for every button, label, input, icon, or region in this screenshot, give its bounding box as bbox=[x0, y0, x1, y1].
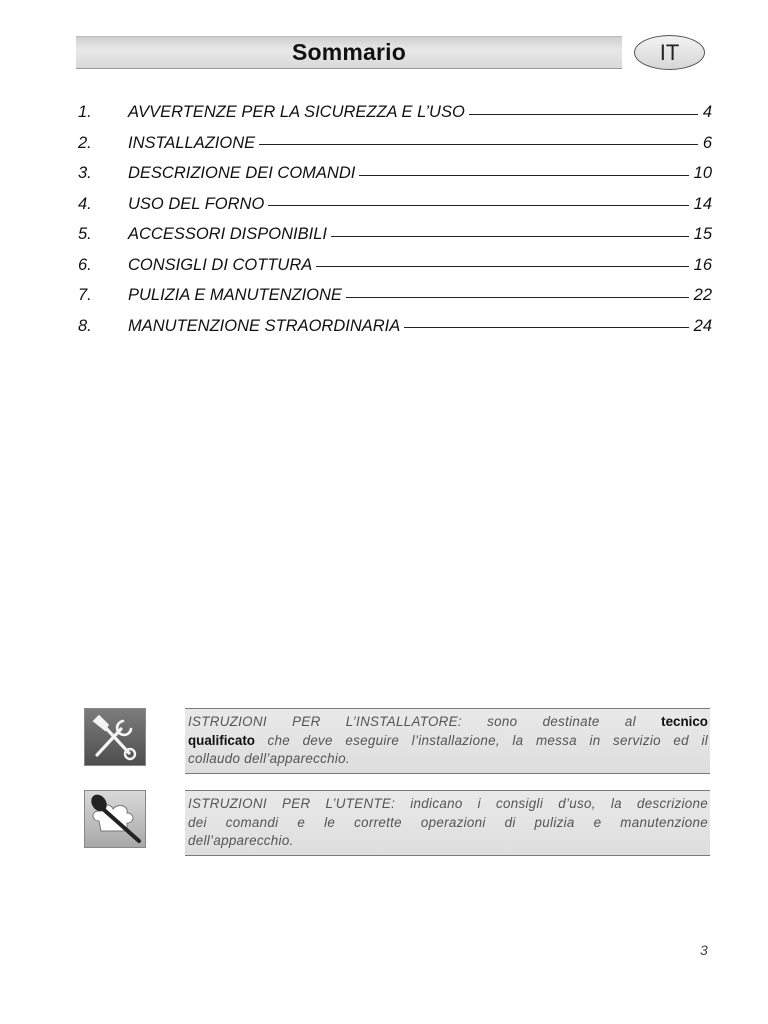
toc-entry[interactable] bbox=[78, 97, 712, 128]
chef-hat-spoon-icon bbox=[84, 790, 146, 848]
toc-entry-page: 16 bbox=[693, 255, 712, 274]
toc-entry-body bbox=[128, 158, 712, 189]
page-number: 3 bbox=[700, 942, 708, 958]
toc-leader-line bbox=[404, 327, 688, 328]
toc-leader-line bbox=[469, 114, 698, 115]
toc-entry[interactable] bbox=[78, 189, 712, 220]
installer-note-bold-b: qualificato bbox=[188, 732, 255, 748]
toc-leader-line bbox=[331, 236, 689, 237]
installer-note-text-c: collaudo dell’apparecchio. bbox=[188, 751, 350, 766]
toc-entry-page: 24 bbox=[693, 316, 712, 335]
toc-leader-line bbox=[259, 144, 698, 145]
page-title: Sommario bbox=[291, 39, 407, 65]
toc-entry-label: USO DEL FORNO bbox=[128, 194, 265, 213]
toc-entry[interactable] bbox=[78, 128, 712, 159]
user-note-text-b: dei comandi e le corrette operazioni di pulizia e manutenzione bbox=[188, 814, 708, 830]
toc-entry[interactable] bbox=[78, 158, 712, 189]
language-badge bbox=[634, 35, 705, 70]
title-bar bbox=[76, 36, 622, 69]
toc-entry-number: 4. bbox=[78, 194, 92, 213]
toc-entry-body bbox=[128, 97, 712, 128]
toc-entry-label: INSTALLAZIONE bbox=[128, 133, 256, 152]
toc-entry-body bbox=[128, 250, 712, 281]
installer-note-text-b: che deve eseguire l’installazione, la messa in servizio ed il bbox=[254, 732, 708, 748]
toc-entry-label: CONSIGLI DI COTTURA bbox=[128, 255, 313, 274]
toc-entry[interactable] bbox=[78, 250, 712, 281]
installer-note-text-a: ISTRUZIONI PER L’INSTALLATORE: sono destinate al bbox=[188, 714, 662, 729]
toc-entry-label: PULIZIA E MANUTENZIONE bbox=[128, 286, 342, 304]
toc-entry-page: 15 bbox=[693, 225, 712, 243]
toc-entry[interactable] bbox=[78, 280, 712, 311]
toc-entry-label: AVVERTENZE PER LA SICUREZZA E L’USO bbox=[128, 103, 465, 121]
toc-entry-body bbox=[128, 128, 712, 159]
toc-leader-line bbox=[268, 205, 688, 206]
toc-entry-number: 3. bbox=[78, 164, 92, 182]
toc-entry-page: 10 bbox=[693, 164, 712, 182]
toc-entry-page: 4 bbox=[702, 103, 712, 121]
installer-note-bold-a: tecnico bbox=[661, 714, 708, 729]
toc-leader-line bbox=[346, 297, 689, 298]
installer-instructions-note bbox=[185, 708, 710, 774]
table-of-contents bbox=[78, 97, 712, 341]
toc-entry-page: 6 bbox=[702, 133, 712, 152]
toc-entry-page: 14 bbox=[693, 194, 712, 213]
toc-entry-number: 6. bbox=[78, 255, 92, 274]
user-note-text-a: ISTRUZIONI PER L’UTENTE: indicano i consigli d’uso, la descrizione bbox=[188, 796, 708, 811]
toc-entry-label: ACCESSORI DISPONIBILI bbox=[128, 225, 327, 243]
toc-entry-number: 5. bbox=[78, 225, 92, 243]
wrench-screwdriver-icon bbox=[84, 708, 146, 766]
toc-entry-number: 1. bbox=[78, 103, 92, 121]
toc-entry[interactable] bbox=[78, 219, 712, 250]
toc-entry-number: 8. bbox=[78, 316, 92, 335]
toc-entry-number: 7. bbox=[78, 286, 92, 304]
toc-leader-line bbox=[316, 266, 688, 267]
toc-entry[interactable] bbox=[78, 311, 712, 342]
toc-entry-body bbox=[128, 189, 712, 220]
toc-entry-number: 2. bbox=[78, 133, 92, 152]
toc-leader-line bbox=[359, 175, 688, 176]
user-note-text-c: dell’apparecchio. bbox=[188, 833, 294, 848]
language-code: IT bbox=[659, 39, 680, 65]
toc-entry-body bbox=[128, 311, 712, 342]
user-instructions-note bbox=[185, 790, 710, 856]
toc-entry-label: DESCRIZIONE DEI COMANDI bbox=[128, 164, 356, 182]
toc-entry-body bbox=[128, 280, 712, 311]
toc-entry-label: MANUTENZIONE STRAORDINARIA bbox=[128, 316, 401, 335]
toc-entry-page: 22 bbox=[693, 286, 712, 304]
toc-entry-body bbox=[128, 219, 712, 250]
